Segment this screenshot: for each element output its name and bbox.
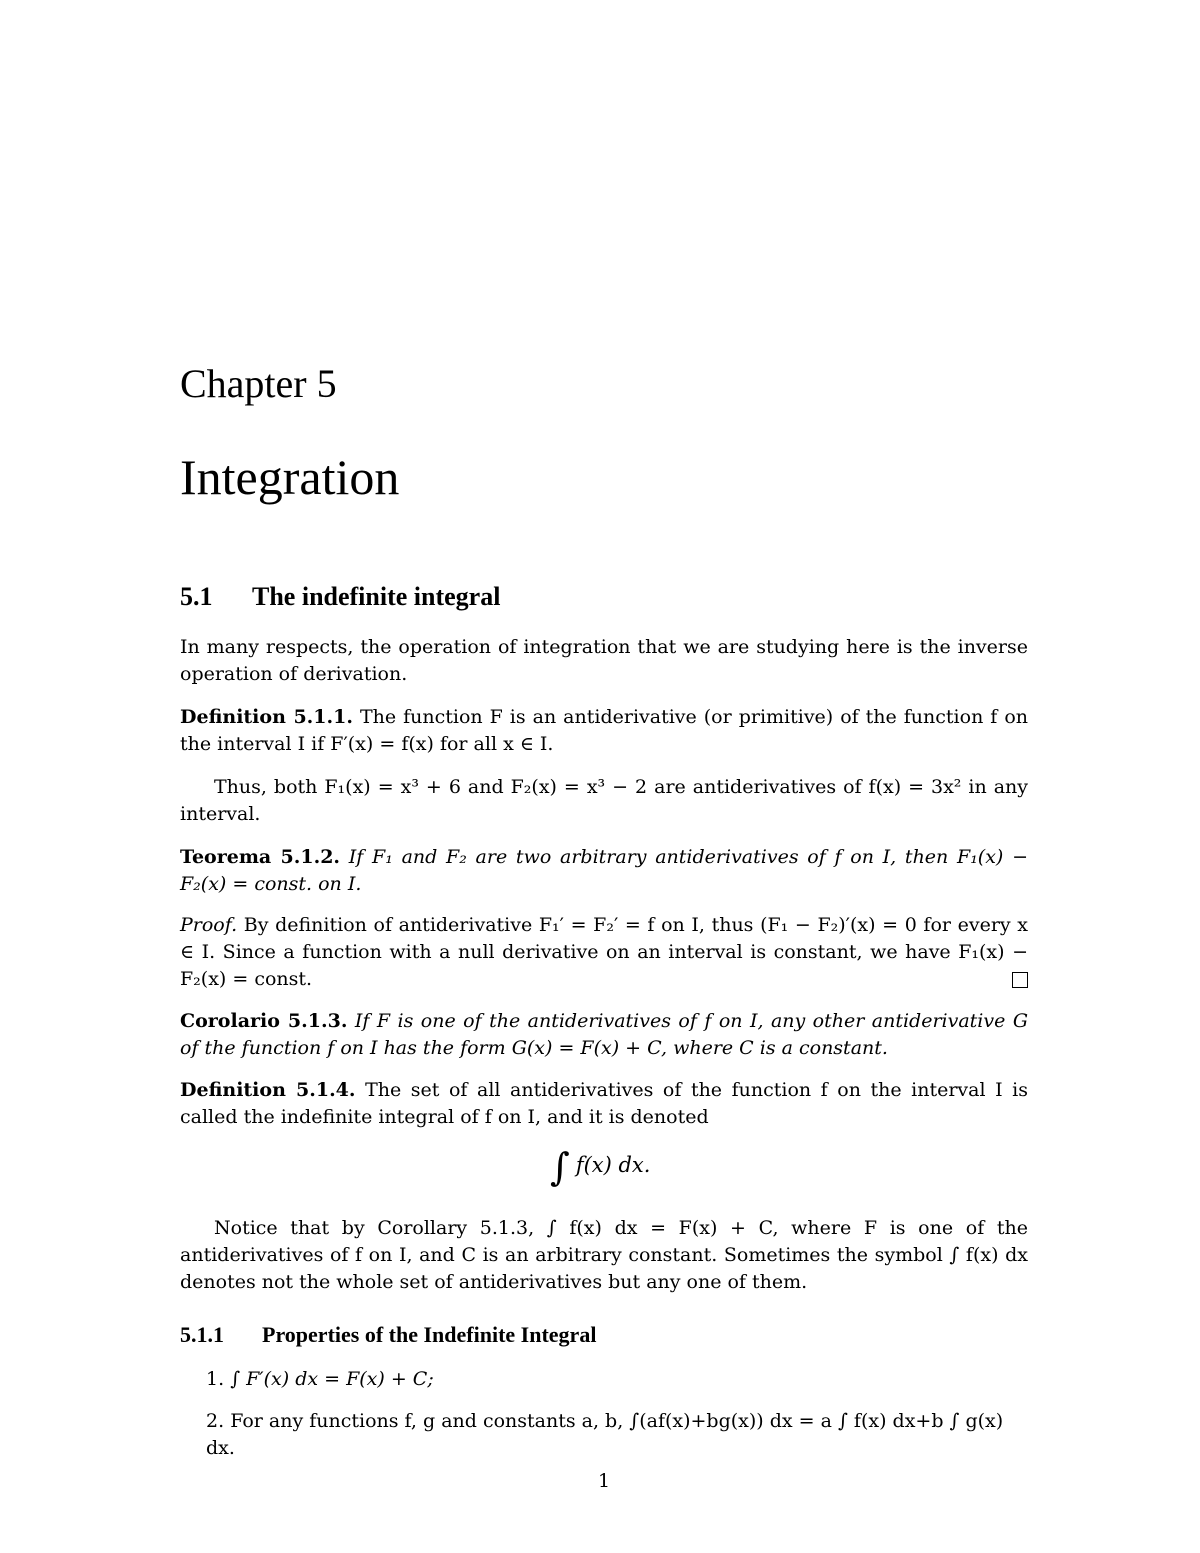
integral-sign-icon: ∫ (550, 1145, 570, 1189)
definition-2-text: The set of all antiderivatives of the function f on the interval I is called the indefinite integral of f on I, and it is denoted (180, 1079, 1029, 1128)
display-formula: f(x) dx. (575, 1153, 651, 1177)
thus-paragraph: Thus, both F₁(x) = x³ + 6 and F₂(x) = x³ − 2 are antiderivatives of f(x) = 3x² in any interval. (180, 776, 1028, 825)
subsection-title: Properties of the Indefinite Integral (262, 1322, 597, 1347)
subsection-number: 5.1.1 (180, 1322, 224, 1347)
property-text: For any functions f, g and constants a, b, ∫(af(x)+bg(x)) dx = a ∫ f(x) dx+b ∫ g(x) dx. (206, 1410, 1004, 1459)
section-title: The indefinite integral (252, 582, 501, 611)
definition-1-label: Definition 5.1.1. (180, 706, 353, 728)
definition-2 (180, 1077, 1028, 1131)
theorem (180, 844, 1028, 898)
corollary-label: Corolario 5.1.3. (180, 1010, 348, 1032)
qed-square-icon (1012, 972, 1028, 988)
page-number: 1 (597, 1470, 611, 1492)
theorem-text: If F₁ and F₂ are two arbitrary antiderivatives of f on I, then F₁(x) − F₂(x) = const. on I. (180, 846, 1028, 895)
display-integral (550, 1145, 650, 1189)
definition-1-text: The function F is an antiderivative (or primitive) of the function f on the interval I if F′(x) = f(x) for all x ∈ I. (180, 706, 1028, 755)
property-number: 2. (206, 1410, 225, 1432)
property-item-1 (206, 1366, 434, 1393)
chapter-label: Chapter 5 (180, 361, 337, 406)
proof (180, 912, 1028, 993)
proof-label: Proof. (180, 914, 238, 936)
property-number: 1. (206, 1368, 225, 1390)
corollary-text: If F is one of the antiderivatives of f on I, any other antiderivative G of the function f on I has the form G(x) = F(x) + C, where C is a constant. (180, 1010, 1028, 1059)
intro-paragraph: In many respects, the operation of integration that we are studying here is the inverse operation of derivation. (180, 636, 1028, 685)
definition-2-label: Definition 5.1.4. (180, 1079, 356, 1101)
proof-text: By definition of antiderivative F₁′ = F₂′ = f on I, thus (F₁ − F₂)′(x) = 0 for every x ∈ I. Since a function with a null derivative on an interval is constant, we have F₁(x) − F₂(x) = const. (180, 914, 1028, 990)
property-text: ∫ F′(x) dx = F(x) + C; (230, 1368, 434, 1390)
property-item-2 (206, 1408, 1028, 1462)
section-heading (180, 582, 500, 612)
corollary (180, 1008, 1028, 1062)
theorem-label: Teorema 5.1.2. (180, 846, 341, 868)
notice-paragraph: Notice that by Corollary 5.1.3, ∫ f(x) dx = F(x) + C, where F is one of the antiderivatives of f on I, and C is an arbitrary constant. Sometimes the symbol ∫ f(x) dx denotes not the whole set of antiderivatives but any one of them. (180, 1217, 1028, 1293)
section-number: 5.1 (180, 582, 213, 611)
chapter-title: Integration (180, 449, 400, 505)
subsection-heading (180, 1322, 596, 1348)
definition-1 (180, 704, 1028, 758)
